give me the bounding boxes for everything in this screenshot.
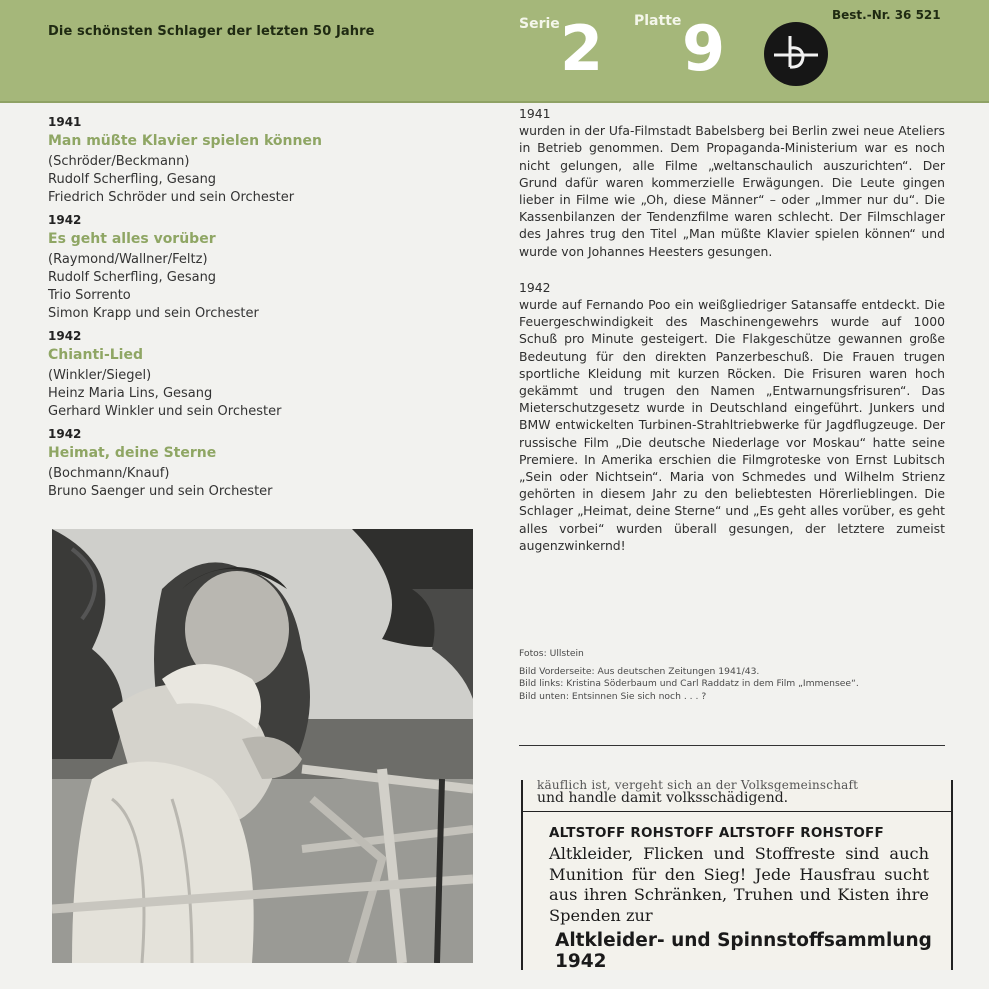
label-logo-icon: [764, 22, 828, 86]
track-year: 1941: [48, 115, 82, 129]
platte-label: Platte: [634, 13, 682, 29]
platte-number: 9: [682, 12, 726, 85]
film-still-photo: [52, 529, 473, 963]
clipping-top-line: und handle damit volksschädigend.: [537, 790, 789, 806]
historical-notes: [519, 105, 945, 554]
clipping-slogan-band: ALTSTOFF ROHSTOFF ALTSTOFF ROHSTOFF: [549, 825, 884, 841]
order-number: Best.-Nr. 36 521: [832, 8, 941, 22]
track-composers: (Bochmann/Knauf): [48, 466, 170, 481]
divider-rule: [519, 745, 945, 746]
track-orchestra: Simon Krapp und sein Orchester: [48, 306, 259, 321]
clipping-top-line: käuflich ist, vergeht sich an der Volksgemeinschaft: [537, 778, 859, 792]
track-orchestra: Bruno Saenger und sein Orchester: [48, 484, 273, 499]
clipping-text: Altkleider, Flicken und Stoffreste sind auch Munition für den Sieg! Jede Hausfrau sucht aus ihren Schränken, Truhen und Kisten ihre Spenden zur: [549, 844, 929, 925]
track-4: [48, 425, 468, 501]
track-year: 1942: [48, 213, 82, 227]
track-singer: Rudolf Scherfling, Gesang: [48, 172, 217, 187]
photo-credits: [519, 648, 949, 703]
notes-text-1941: wurden in der Ufa-Filmstadt Babelsberg bei Berlin zwei neue Ateliers in Betrieb genommen. Dem Propaganda-Ministerium war es noch nicht gelungen, alle Filme „weltanschaulich auszurichten“. Der Grund dafür waren kommerzielle Erwägungen. Die Leute gingen lieber in Filme wie „Oh, diese Männer“ – oder „Immer nur du“. Die Kassenbilanzen der Tendenzfilme waren schlecht. Der Filmschlager des Jahres trug den Titel „Man müßte Klavier spielen können“ und wurde von Johannes Heesters gesungen.: [519, 123, 945, 259]
credit-line: Bild unten: Entsinnen Sie sich noch . . . ?: [519, 690, 707, 702]
clipping-divider: [523, 811, 951, 812]
series-tagline: Die schönsten Schlager der letzten 50 Jahre: [48, 24, 375, 39]
track-title: Es geht alles vorüber: [48, 231, 216, 247]
track-title: Man müßte Klavier spielen können: [48, 133, 322, 149]
track-title: Heimat, deine Sterne: [48, 445, 217, 461]
track-year: 1942: [48, 329, 82, 343]
track-3: [48, 327, 468, 421]
track-title: Chianti-Lied: [48, 347, 143, 363]
credit-line: Bild links: Kristina Söderbaum und Carl Raddatz in dem Film „Immensee“.: [519, 678, 859, 690]
notes-year-1941: 1941: [519, 106, 551, 121]
header-band: [0, 0, 989, 103]
credit-line: Fotos: Ullstein: [519, 648, 584, 659]
track-composers: (Winkler/Siegel): [48, 368, 152, 383]
credit-line: Bild Vorderseite: Aus deutschen Zeitungen 1941/43.: [519, 666, 760, 678]
track-composers: (Schröder/Beckmann): [48, 154, 190, 169]
track-singer: Rudolf Scherfling, Gesang: [48, 270, 217, 285]
track-year: 1942: [48, 427, 82, 441]
track-orchestra: Friedrich Schröder und sein Orchester: [48, 190, 295, 205]
serie-number: 2: [560, 12, 604, 85]
notes-text-1942: wurde auf Fernando Poo ein weißgliedriger Satansaffe entdeckt. Die Feuergeschwindigkeit des Maschinengewehrs wurde auf 1000 Schuß pro Minute gesteigert. Die Flakgeschütze gewannen große Bedeutung für den direkten Panzerbeschuß. Die Frauen trugen sportliche Kleidung mit kurzen Röcken. Die Frisuren waren hoch gekämmt und trugen den Namen „Entwarnungsfrisuren“. Das Mieterschutzgesetz wurde in Deutschland eingeführt. Junkers und BMW entwickelten Turbinen-Strahltriebwerke für Jagdflugzeuge. Der russische Film „Die deutsche Niederlage vor Moskau“ hatte seine Premiere. In Amerika erschien die Filmgroteske von Ernst Lubitsch „Sein oder Nichtsein“. Maria von Schmedes und Wilhelm Strienz gehörten in diesem Jahr zu den beliebtesten Hörerlieblingen. Die Schlager „Heimat, deine Sterne“ und „Es geht alles vorüber, es geht alles vorbei“ wurden überall gesungen, der letztere zumeist augenzwinkernd!: [519, 297, 945, 553]
track-1: [48, 113, 468, 207]
track-list: [48, 113, 468, 501]
serie-label: Serie: [519, 16, 560, 32]
track-2: [48, 211, 468, 323]
newspaper-clipping: [521, 780, 953, 970]
track-singer: Heinz Maria Lins, Gesang: [48, 386, 213, 401]
track-ensemble: Trio Sorrento: [48, 288, 131, 303]
clipping-headline: Altkleider- und Spinnstoffsammlung 1942: [555, 930, 932, 972]
track-orchestra: Gerhard Winkler und sein Orchester: [48, 404, 282, 419]
track-composers: (Raymond/Wallner/Feltz): [48, 252, 208, 267]
notes-year-1942: 1942: [519, 279, 551, 295]
